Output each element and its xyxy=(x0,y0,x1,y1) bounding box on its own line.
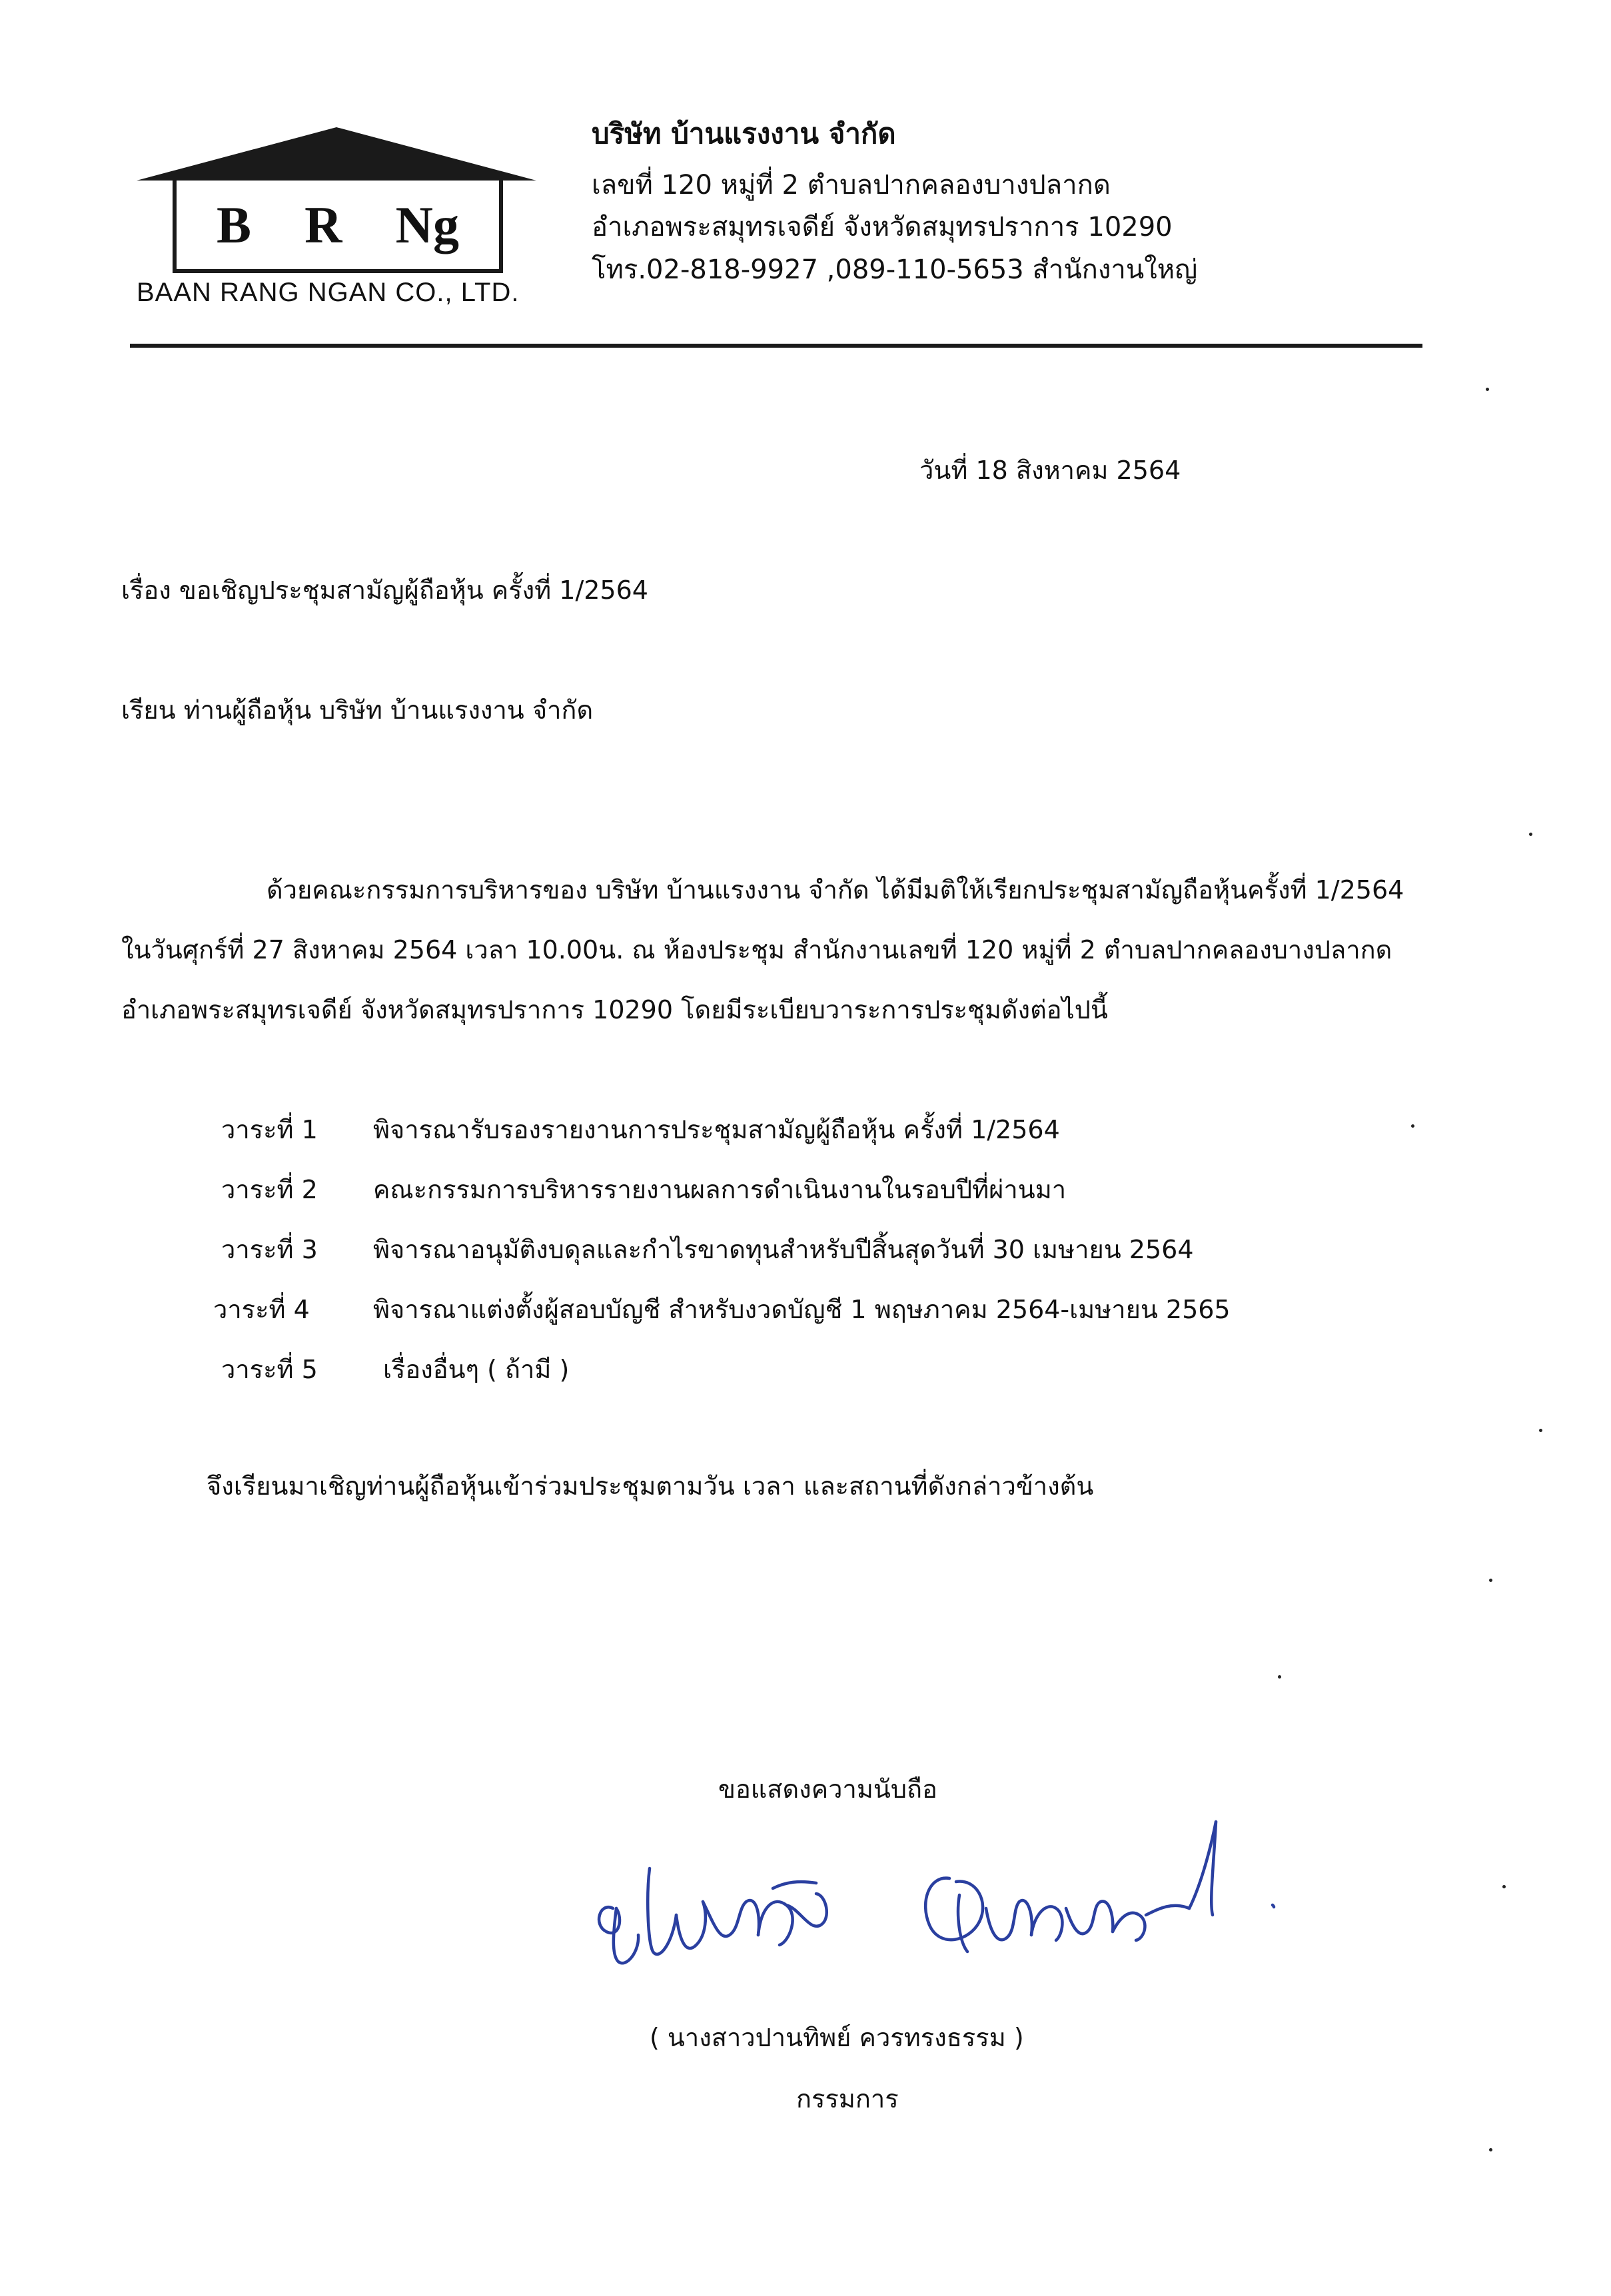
scan-speck xyxy=(1278,1675,1281,1679)
signatory-name: ( นางสาวปานทิพย์ ควรทรงธรรม ) xyxy=(650,2023,1024,2052)
agenda-text: คณะกรรมการบริหารรายงานผลการดำเนินงานในรอบปีที่ผ่านมา xyxy=(373,1175,1067,1204)
logo-box xyxy=(173,177,503,273)
agenda-number: วาระที่ 2 xyxy=(221,1175,318,1204)
agenda-item xyxy=(0,1229,1611,1269)
body-line-3: อำเภอพระสมุทรเจดีย์ จังหวัดสมุทรปราการ 10290 โดยมีระเบียบวาระการประชุมดังต่อไปนี้ xyxy=(121,995,1108,1024)
agenda-item xyxy=(0,1349,1611,1389)
scan-speck xyxy=(1411,1124,1414,1128)
header-rule xyxy=(130,344,1422,348)
scan-speck xyxy=(1502,1885,1506,1888)
company-name: บริษัท บ้านแรงงาน จำกัด xyxy=(592,117,896,150)
agenda-text: พิจารณารับรองรายงานการประชุมสามัญผู้ถือหุ้น ครั้งที่ 1/2564 xyxy=(373,1115,1060,1144)
sign-off: ขอแสดงความนับถือ xyxy=(718,1774,937,1804)
logo-letter-b: B xyxy=(217,195,252,254)
agenda-number: วาระที่ 3 xyxy=(221,1235,318,1264)
letter-subject: เรื่อง ขอเชิญประชุมสามัญผู้ถือหุ้น ครั้งที่ 1/2564 xyxy=(121,575,648,605)
company-logo xyxy=(137,123,536,310)
scan-speck xyxy=(1529,833,1532,836)
signatory-title: กรรมการ xyxy=(796,2084,899,2113)
scan-speck xyxy=(1486,388,1489,391)
company-address-line1: เลขที่ 120 หมู่ที่ 2 ตำบลปากคลองบางปลากด xyxy=(592,170,1111,200)
agenda-number: วาระที่ 1 xyxy=(221,1115,318,1144)
letter-salutation: เรียน ท่านผู้ถือหุ้น บริษัท บ้านแรงงาน จำกัด xyxy=(121,695,594,725)
logo-caption: BAAN RANG NGAN CO., LTD. xyxy=(137,278,520,307)
agenda-number: วาระที่ 4 xyxy=(213,1295,310,1324)
logo-letter-r: R xyxy=(304,195,342,254)
agenda-text: พิจารณาแต่งตั้งผู้สอบบัญชี สำหรับงวดบัญชี 1 พฤษภาคม 2564-เมษายน 2565 xyxy=(373,1295,1231,1324)
letter-date: วันที่ 18 สิงหาคม 2564 xyxy=(919,456,1181,485)
agenda-item xyxy=(0,1289,1611,1329)
scan-speck xyxy=(1489,2148,1492,2151)
company-address-line2: อำเภอพระสมุทรเจดีย์ จังหวัดสมุทรปราการ 10290 xyxy=(592,212,1173,242)
roof-icon xyxy=(137,123,536,183)
body-line-2: ในวันศุกร์ที่ 27 สิงหาคม 2564 เวลา 10.00น. ณ ห้องประชุม สำนักงานเลขที่ 120 หมู่ที่ 2 ตำบลปากคลองบางปลากด xyxy=(121,935,1392,964)
agenda-item xyxy=(0,1109,1611,1149)
logo-letter-ng: Ng xyxy=(395,195,459,254)
signature-image xyxy=(586,1808,1286,1982)
agenda-text: เรื่องอื่นๆ ( ถ้ามี ) xyxy=(383,1355,570,1384)
agenda-item xyxy=(0,1169,1611,1209)
company-contact-line: โทร.02-818-9927 ,089-110-5653 สำนักงานใหญ่ xyxy=(592,254,1198,285)
scan-speck xyxy=(1489,1579,1492,1582)
body-line-1: ด้วยคณะกรรมการบริหารของ บริษัท บ้านแรงงาน จำกัด ได้มีมติให้เรียกประชุมสามัญถือหุ้นครั้งที่ 1/2564 xyxy=(267,875,1404,905)
closing-invitation: จึงเรียนมาเชิญท่านผู้ถือหุ้นเข้าร่วมประชุมตามวัน เวลา และสถานที่ดังกล่าวข้างต้น xyxy=(207,1471,1094,1501)
agenda-number: วาระที่ 5 xyxy=(221,1355,318,1384)
scan-speck xyxy=(1539,1429,1542,1432)
agenda-text: พิจารณาอนุมัติงบดุลและกำไรขาดทุนสำหรับปีสิ้นสุดวันที่ 30 เมษายน 2564 xyxy=(373,1235,1194,1264)
